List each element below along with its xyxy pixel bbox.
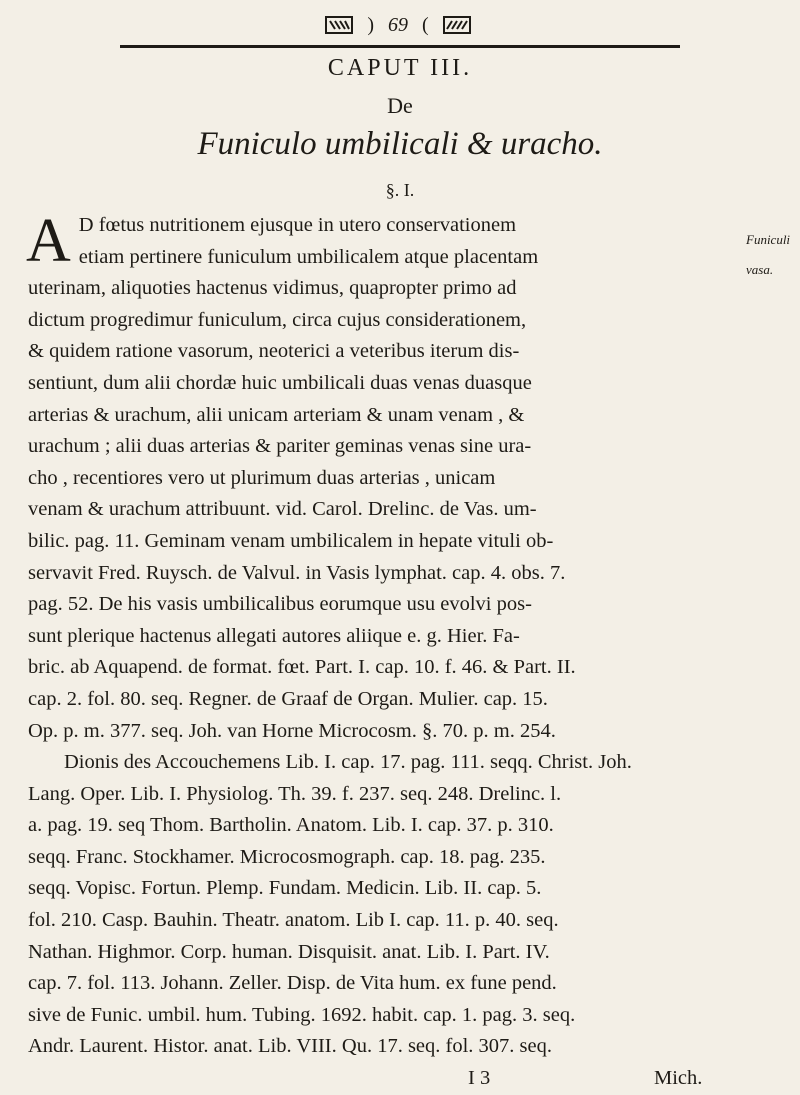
text-line: pag. 52. De his vasis umbilicalibus eorumque usu evolvi pos- (28, 593, 532, 616)
text-line: sentiunt, dum alii chordæ huic umbilicali duas venas duasque (28, 371, 532, 394)
margin-note-2: vasa. (746, 262, 774, 277)
text-line: arterias & urachum, alii unicam arteriam & unam venam , & (28, 403, 525, 426)
chapter-title: Funiculo umbilicali & uracho. (197, 126, 603, 162)
text-line: servavit Fred. Ruysch. de Valvul. in Vasis lymphat. cap. 4. obs. 7. (28, 561, 566, 584)
text-line: D fœtus nutritionem ejusque in utero conservationem (78, 214, 517, 236)
text-line: sunt plerique hactenus allegati autores aliique e. g. Hier. Fa- (28, 624, 520, 647)
signature-mark: I 3 (468, 1067, 491, 1089)
text-line: cap. 2. fol. 80. seq. Regner. de Graaf de Organ. Mulier. cap. 15. (28, 687, 548, 710)
section-mark: §. I. (385, 180, 415, 200)
text-line: fol. 210. Casp. Bauhin. Theatr. anatom. Lib I. cap. 11. p. 40. seq. (28, 909, 559, 932)
catchword: Mich. (654, 1067, 703, 1089)
margin-note-1: Funiculi (746, 232, 791, 247)
right-ornament-icon (443, 15, 471, 35)
header-right-paren: ( (422, 13, 429, 36)
header-left-paren: ) (367, 13, 374, 36)
text-line: Op. p. m. 377. seq. Joh. van Horne Microcosm. §. 70. p. m. 254. (28, 719, 556, 742)
header-rule (120, 45, 680, 48)
chapter-de: De (387, 93, 413, 118)
text-line: Dionis des Accouchemens Lib. I. cap. 17. pag. 111. seqq. Christ. Joh. (64, 751, 632, 774)
text-line: urachum ; alii duas arterias & pariter geminas venas sine ura- (28, 435, 532, 458)
text-line: etiam pertinere funiculum umbilicalem atque placentam (78, 245, 539, 268)
text-line: seqq. Franc. Stockhamer. Microcosmograph. cap. 18. pag. 235. (28, 845, 546, 868)
running-header (0, 12, 800, 46)
text-line: seqq. Vopisc. Fortun. Plemp. Fundam. Medicin. Lib. II. cap. 5. (28, 877, 542, 900)
text-line: bric. ab Aquapend. de format. fœt. Part. I. cap. 10. f. 46. & Part. II. (28, 656, 576, 679)
text-line: venam & urachum attribuunt. vid. Carol. Drelinc. de Vas. um- (28, 498, 537, 521)
text-line: Lang. Oper. Lib. I. Physiolog. Th. 39. f. 237. seq. 248. Drelinc. l. (28, 782, 562, 805)
left-ornament-icon (325, 15, 353, 35)
chapter-heading: CAPUT III. (327, 55, 473, 81)
text-line: cho , recentiores vero ut plurimum duas arterias , unicam (28, 466, 496, 489)
text-line: Andr. Laurent. Histor. anat. Lib. VIII. Qu. 17. seq. fol. 307. seq. (28, 1035, 552, 1058)
header-row (248, 12, 548, 38)
drop-cap: A (26, 207, 71, 275)
body-text (26, 207, 746, 1089)
text-line: dictum progredimur funiculum, circa cujus considerationem, (28, 308, 527, 331)
text-line: a. pag. 19. seq Thom. Bartholin. Anatom. Lib. I. cap. 37. p. 310. (28, 814, 554, 837)
text-line: uterinam, aliquoties hactenus vidimus, quapropter primo ad (28, 277, 517, 300)
text-line: bilic. pag. 11. Geminam venam umbilicalem in hepate vituli ob- (28, 529, 554, 552)
text-line: Nathan. Highmor. Corp. human. Disquisit. anat. Lib. I. Part. IV. (28, 940, 550, 963)
page-number: 69 (388, 13, 408, 36)
text-line: sive de Funic. umbil. hum. Tubing. 1692. habit. cap. 1. pag. 3. seq. (28, 1003, 576, 1026)
text-line: & quidem ratione vasorum, neoterici a veteribus iterum dis- (28, 340, 520, 363)
page-footer-line (28, 1063, 746, 1095)
text-line: cap. 7. fol. 113. Johann. Zeller. Disp. de Vita hum. ex fune pend. (28, 972, 557, 995)
